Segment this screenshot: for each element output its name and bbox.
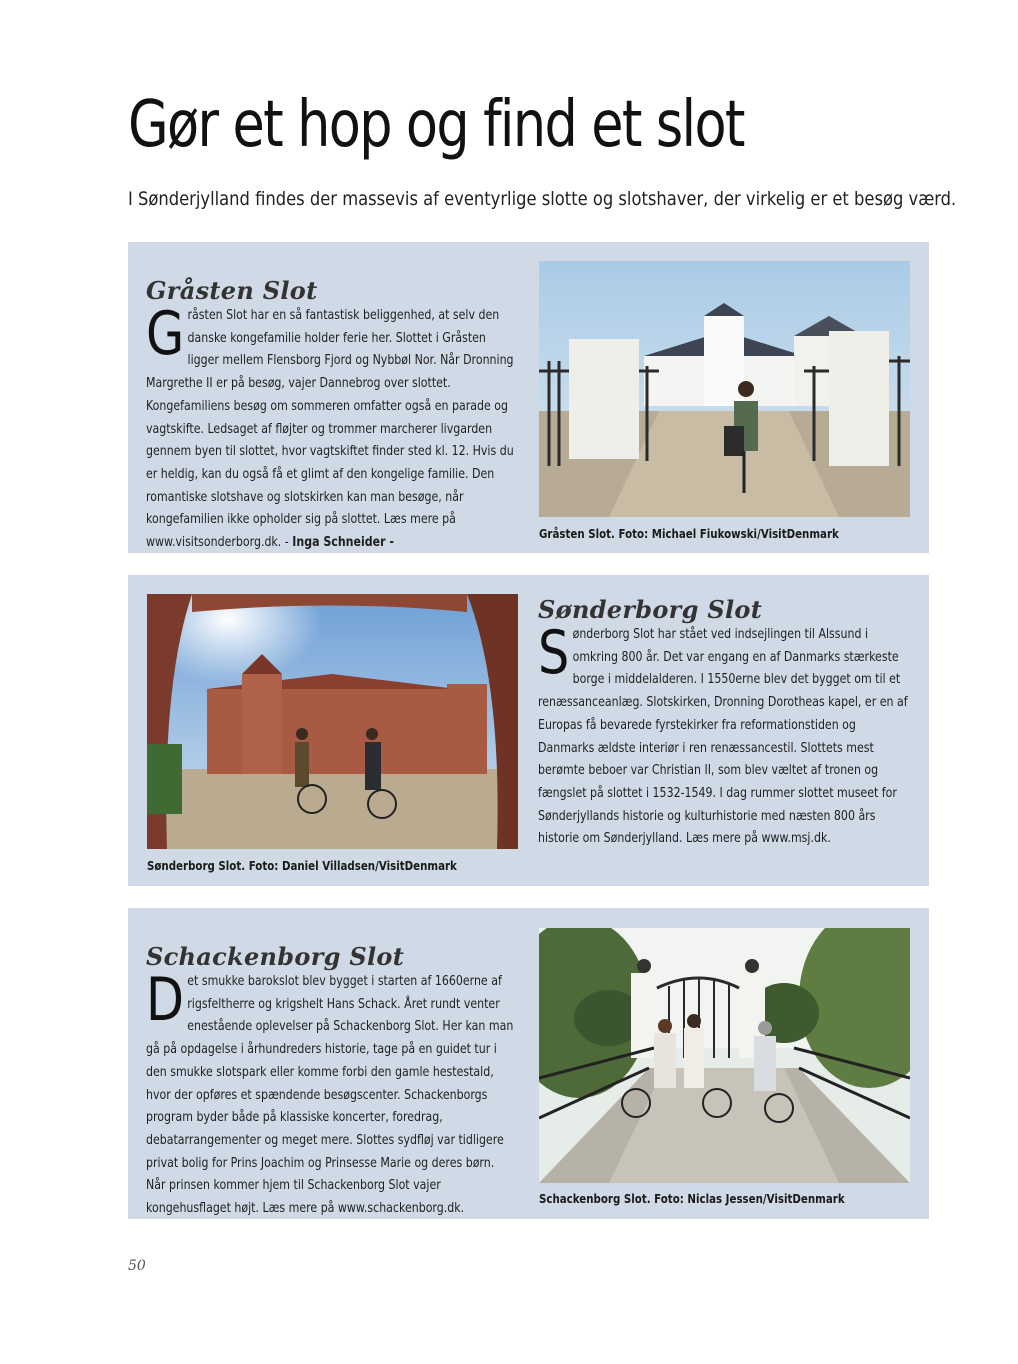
section-heading: Gråsten Slot [146,276,318,305]
photo-caption: Schackenborg Slot. Foto: Niclas Jessen/VisitDenmark [539,1191,845,1206]
body-text: et smukke barokslot blev bygget i starten af 1660erne af rigsfeltherre og krigshelt Hans Schack. Året rundt venter enestående oplevelser på Schackenborg Slot. Her kan man gå på opdagelse i århundreders historie, tage på en guidet tur i den smukke slotspark eller komme forbi den gamle hestestald, hvor der opføres et spændende besøgscenter. Schackenborgs program byder både på klassiske koncerter, foredrag, debatarrangementer og meget mere. Slottes sydfløj var tidligere privat bolig for Prins Joachim og Prinsesse Marie og deres børn. Når prinsen kommer hjem til Schackenborg Slot vajer kongehusflaget højt. Læs mere på www.schackenborg.dk. [146,974,514,1217]
page-subtitle: I Sønderjylland findes der massevis af eventyrlige slotte og slotshaver, der virkelig er et besøg værd. [128,188,957,210]
section-graasten [128,242,929,553]
soenderborg-castle-photo [147,594,518,849]
author-credit: Inga Schneider - [292,535,394,551]
section-body [538,618,908,851]
body-text: råsten Slot har en så fantastisk beliggenhed, at selv den danske kongefamilie holder ferie her. Slottet i Gråsten ligger mellem Flensborg Fjord og Nybbøl Nor. Når Dronning Margrethe II er på besøg, vajer Dannebrog over slottet. Kongefamiliens besøg om sommeren omfatter også en parade og vagtskifte. Ledsaget af fløjter og trommer marcherer livgarden gennem byen til slottet, hvor vagtskiftet finder sted kl. 12. Hvis du er heldig, kan du også få et glimt af den kongelige familie. Den romantiske slotshave og slotskirken kan man besøge, når kongefamilien ikke opholder sig på slottet. Læs mere på www.visitsonderborg.dk. - [146,308,514,551]
soenderborg-text-column [538,595,908,847]
body-text: ønderborg Slot har stået ved indsejlingen til Alssund i omkring 800 år. Det var engang en af Danmarks stærkeste borge i middelalderen. I 1550erne blev det bygget om til et renæssanceanlæg. Slotskirken, Dronning Dorotheas kapel, er en af Europas få bevarede fyrstekirker fra reformationstiden og Danmarks ældste interiør i ren renæssancestil. Slottets mest berømte beboer var Christian II, som blev væltet af tronen og fængslet på slottet i 1532-1549. I dag rummer slottet museet for Sønderjyllands historie og kulturhistorie med næsten 800 års historie om Sønderjylland. Læs mere på www.msj.dk. [538,627,908,847]
photo-caption: Gråsten Slot. Foto: Michael Fiukowski/VisitDenmark [539,526,839,541]
drop-cap: G [146,299,185,369]
page-title: Gør et hop og find et slot [128,88,744,162]
graasten-text-column [146,276,516,551]
drop-cap: S [538,618,570,688]
section-soenderborg [128,575,929,886]
graasten-castle-photo [539,261,910,517]
schackenborg-text-column [146,942,516,1217]
page-number: 50 [128,1258,146,1274]
drop-cap: D [146,965,184,1035]
photo-caption: Sønderborg Slot. Foto: Daniel Villadsen/VisitDenmark [147,858,457,873]
section-body [146,965,516,1221]
section-heading: Sønderborg Slot [538,595,763,624]
schackenborg-castle-photo [539,928,910,1183]
section-body [146,299,516,555]
section-heading: Schackenborg Slot [146,942,405,971]
section-schackenborg [128,908,929,1219]
